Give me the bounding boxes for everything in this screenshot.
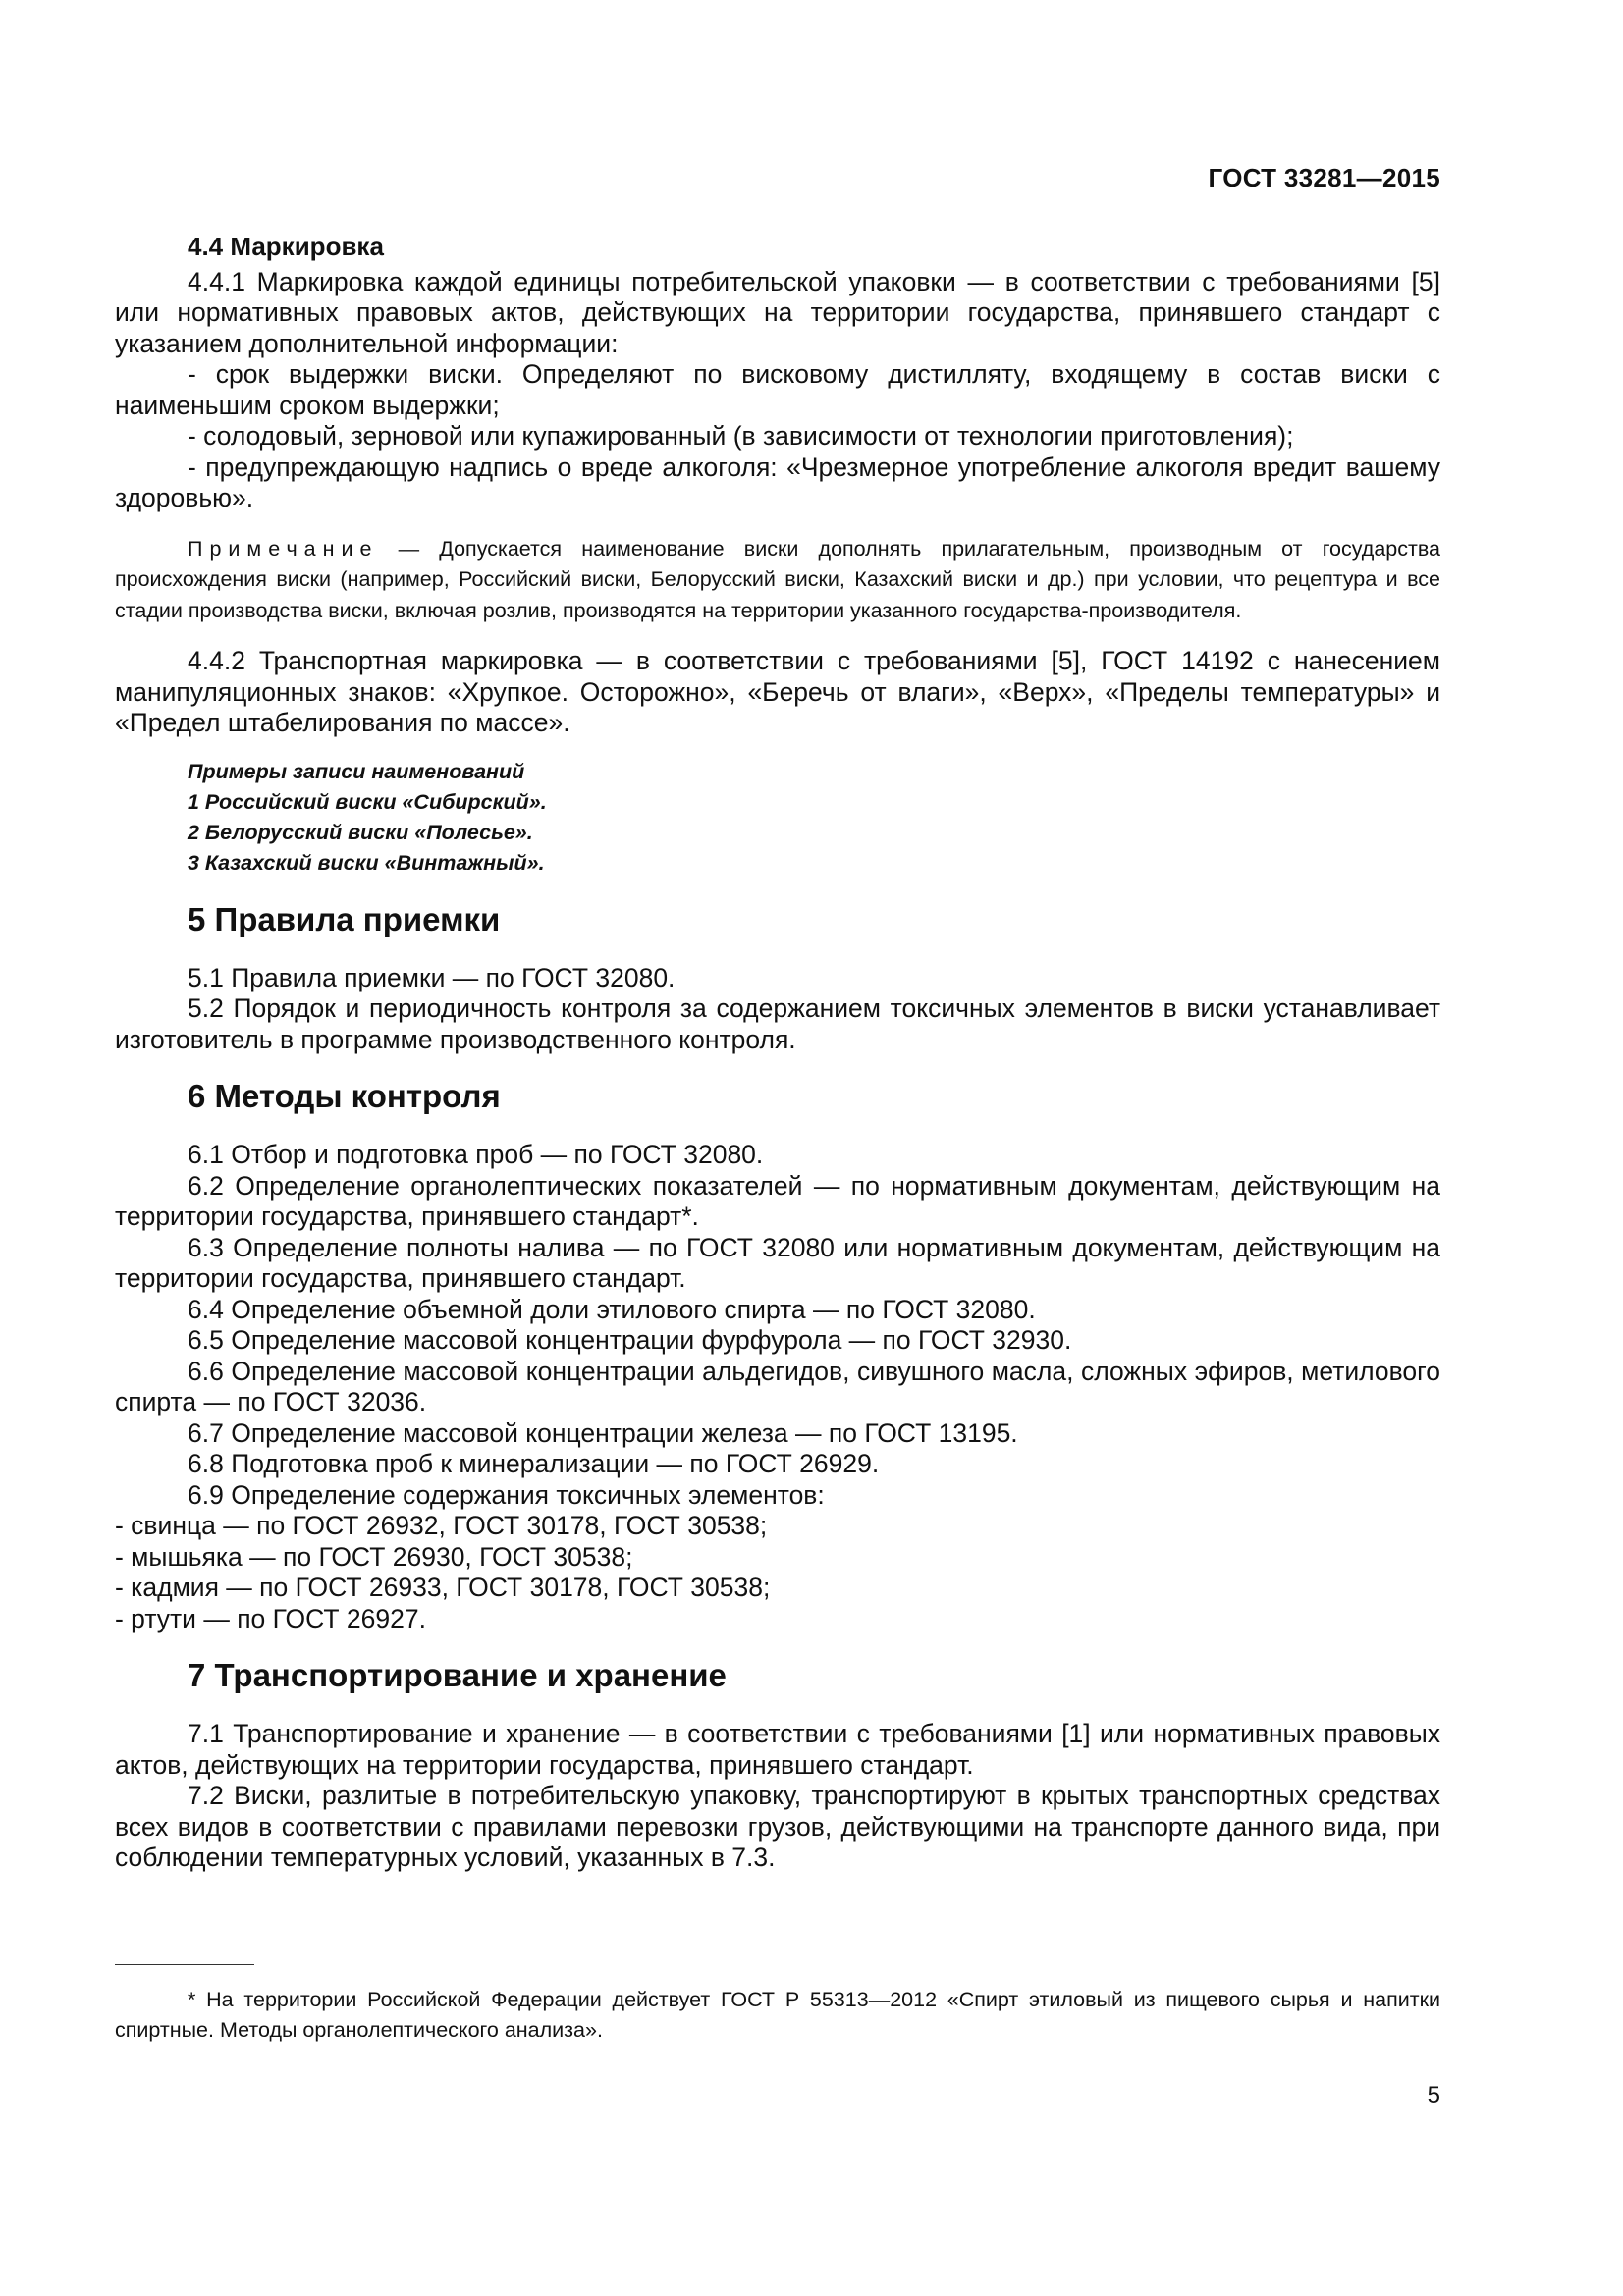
toxic-element-item: - свинца — по ГОСТ 26932, ГОСТ 30178, ГОСТ 30538; [115, 1511, 768, 1540]
paragraph-6-item: 6.4 Определение объемной доли этилового спирта — по ГОСТ 32080. [188, 1294, 1036, 1324]
section-title-6: 6 Методы контроля [188, 1078, 501, 1114]
note-paragraph [115, 534, 1440, 627]
paragraph-6-item: 6.8 Подготовка проб к минерализации — по ГОСТ 26929. [188, 1449, 880, 1478]
list-item: - предупреждающую надпись о вреде алкоголя: «Чрезмерное употребление алкоголя вредит вашему здоровью». [115, 452, 1440, 512]
example-item: 3 Казахский виски «Винтажный». [188, 850, 545, 875]
paragraph-5-1: 5.1 Правила приемки — по ГОСТ 32080. [188, 962, 676, 992]
paragraph-6-item: 6.3 Определение полноты налива — по ГОСТ 32080 или нормативным документам, действующим на территории государства, принявшего стандарт. [115, 1232, 1440, 1293]
paragraph-6-item: 6.6 Определение массовой концентрации альдегидов, сивушного масла, сложных эфиров, метилового спирта — по ГОСТ 32036. [115, 1356, 1440, 1416]
paragraph-4-4-2: 4.4.2 Транспортная маркировка — в соответствии с требованиями [5], ГОСТ 14192 с нанесением манипуляционных знаков: «Хрупкое. Осторожно», «Беречь от влаги», «Верх», «Пределы температуры» и «Предел штабелирования по массе». [115, 646, 1440, 737]
page-number: 5 [1427, 2082, 1440, 2109]
paragraph-6-item: 6.2 Определение органолептических показателей — по нормативным документам, действующим на территории государства, принявшего стандарт*. [115, 1170, 1440, 1231]
paragraph-6-item: 6.5 Определение массовой концентрации фурфурола — по ГОСТ 32930. [188, 1325, 1072, 1355]
toxic-element-item: - кадмия — по ГОСТ 26933, ГОСТ 30178, ГОСТ 30538; [115, 1573, 771, 1602]
footnote-divider [115, 1964, 254, 1965]
note-text: — Допускается наименование виски дополнять прилагательным, производным от государства происхождения виски (например, Российский виски, Белорусский виски, Казахский виски и др.) при условии, что рецептура и все стадии производства виски, включая розлив, производятся на территории указанного государства-производителя. [115, 536, 1440, 622]
document-body [115, 232, 1440, 1874]
section-title-7: 7 Транспортирование и хранение [188, 1657, 727, 1693]
paragraph-6-item: 6.7 Определение массовой концентрации железа — по ГОСТ 13195. [188, 1417, 1018, 1448]
paragraph-5-2: 5.2 Порядок и периодичность контроля за содержанием токсичных элементов в виски устанавливает изготовитель в программе производственного контроля. [115, 993, 1440, 1054]
footnote: * На территории Российской Федерации действует ГОСТ Р 55313—2012 «Спирт этиловый из пищевого сырья и напитки спиртные. Методы органолептического анализа». [115, 1988, 1440, 2042]
paragraph-7-1: 7.1 Транспортирование и хранение — в соответствии с требованиями [1] или нормативных правовых актов, действующих на территории государства, принявшего стандарт. [115, 1719, 1440, 1780]
list-item: - срок выдержки виски. Определяют по висковому дистилляту, входящему в состав виски с наименьшим сроком выдержки; [115, 359, 1440, 420]
toxic-element-item: - мышьяка — по ГОСТ 26930, ГОСТ 30538; [115, 1541, 633, 1572]
examples-title: Примеры записи наименований [188, 759, 525, 783]
section-title-5: 5 Правила приемки [188, 900, 501, 937]
toxic-element-item: - ртути — по ГОСТ 26927. [115, 1603, 426, 1633]
document-page [115, 0, 1440, 2296]
document-id-header: ГОСТ 33281—2015 [1208, 163, 1440, 192]
paragraph-6-item: 6.1 Отбор и подготовка проб — по ГОСТ 32080. [188, 1140, 764, 1169]
paragraph-7-2: 7.2 Виски, разлитые в потребительскую упаковку, транспортируют в крытых транспортных средствах всех видов в соответствии с правилами перевозки грузов, действующими на транспорте данного вида, при соблюдении температурных условий, указанных в 7.3. [115, 1781, 1440, 1872]
paragraph-4-4-1: 4.4.1 Маркировка каждой единицы потребительской упаковки — в соответствии с требованиями [5] или нормативных правовых актов, действующих на территории государства, принявшего стандарт с указанием дополнительной информации: [115, 266, 1440, 358]
subsection-title-4-4: 4.4 Маркировка [188, 232, 384, 261]
list-item: - солодовый, зерновой или купажированный (в зависимости от технологии приготовления); [188, 421, 1294, 451]
note-label: Примечание [188, 536, 379, 561]
paragraph-6-item: 6.9 Определение содержания токсичных элементов: [188, 1479, 825, 1510]
example-item: 1 Российский виски «Сибирский». [188, 789, 547, 814]
example-item: 2 Белорусский виски «Полесье». [188, 820, 533, 844]
